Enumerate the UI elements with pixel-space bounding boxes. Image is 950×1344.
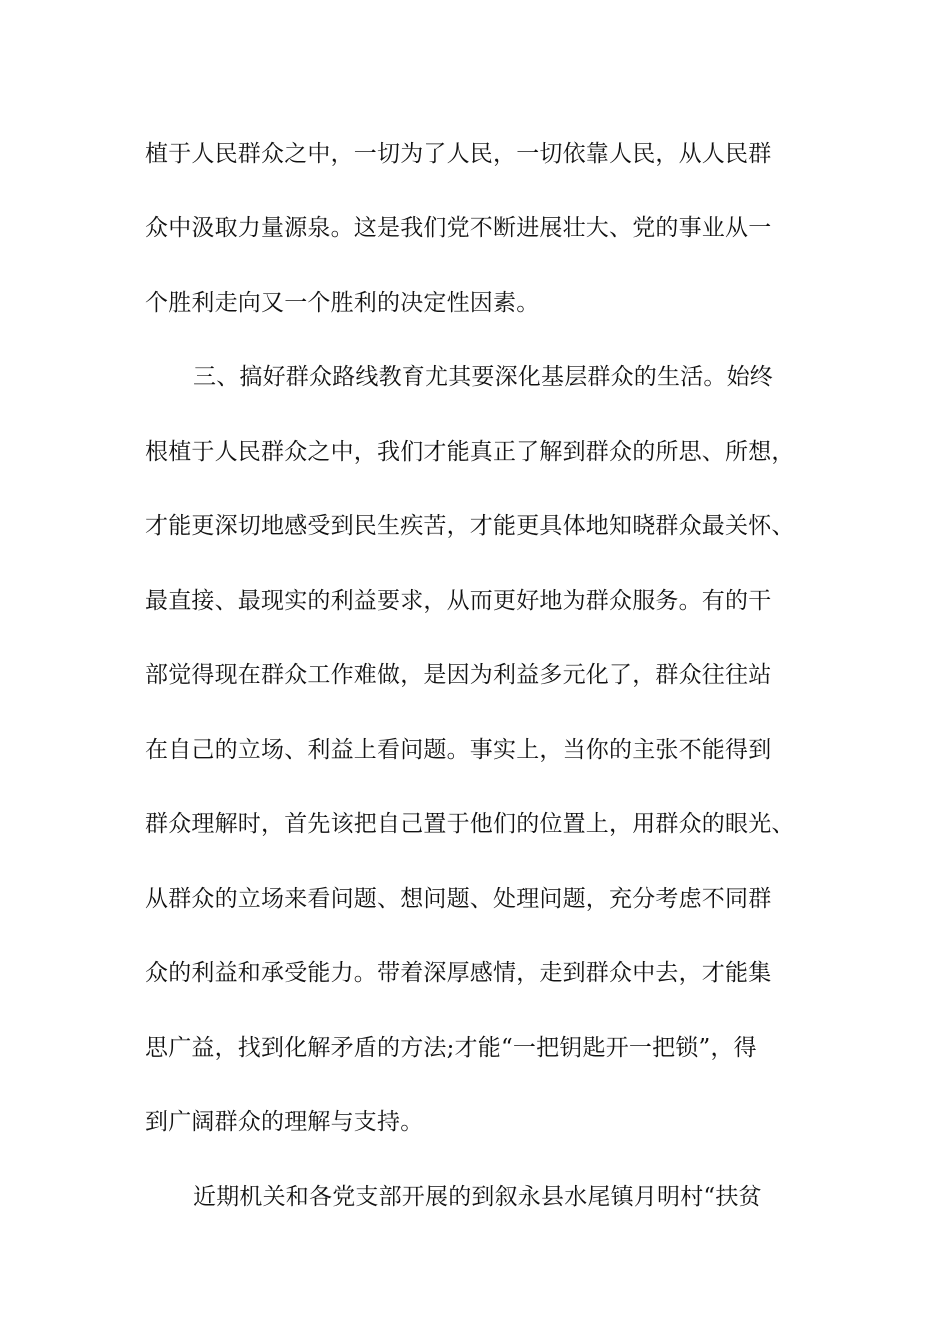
text-line-13: 思广益，找到化解矛盾的方法;才能“一把钥匙开一把锁”，得 [145,1035,757,1061]
text-line-7: 最直接、最现实的利益要求，从而更好地为群众服务。有的干 [145,588,772,614]
text-line-12: 众的利益和承受能力。带着深厚感情，走到群众中去，才能集 [145,960,772,986]
text-line-10: 群众理解时，首先该把自己置于他们的位置上，用群众的眼光、 [145,811,795,837]
text-line-3: 个胜利走向又一个胜利的决定性因素。 [145,290,540,316]
text-line-5: 根植于人民群众之中，我们才能真正了解到群众的所思、所想， [145,439,795,465]
text-line-9: 在自己的立场、利益上看问题。事实上，当你的主张不能得到 [145,737,772,763]
text-line-15: 近期机关和各党支部开展的到叙永县水尾镇月明村“扶贫 [193,1184,762,1210]
text-line-8: 部觉得现在群众工作难做，是因为利益多元化了，群众往往站 [145,662,772,688]
text-line-14: 到广阔群众的理解与支持。 [145,1109,424,1135]
paragraph-heading-3: 三、搞好群众路线教育尤其要深化基层群众的生活。始终 [193,364,773,390]
text-line-11: 从群众的立场来看问题、想问题、处理问题，充分考虑不同群 [145,886,772,912]
text-line-1: 植于人民群众之中，一切为了人民，一切依靠人民，从人民群 [145,141,772,167]
text-line-6: 才能更深切地感受到民生疾苦，才能更具体地知晓群众最关怀、 [145,513,795,539]
text-line-2: 众中汲取力量源泉。这是我们党不断进展壮大、党的事业从一 [145,215,772,241]
